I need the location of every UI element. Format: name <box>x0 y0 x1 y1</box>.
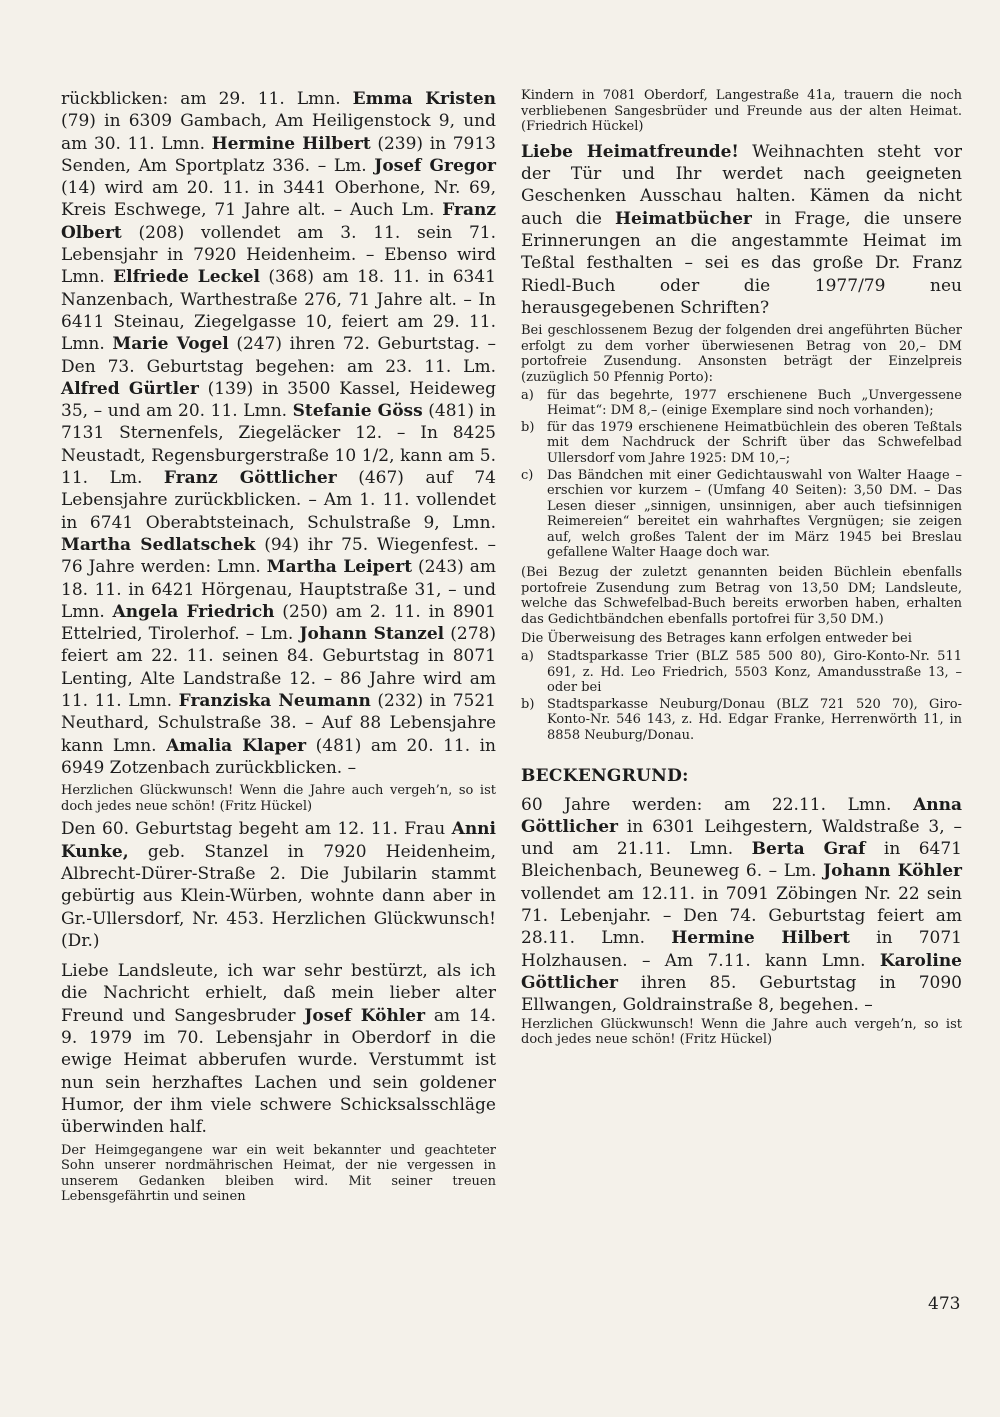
bold-name: Emma Kristen <box>352 89 496 109</box>
text-run: (79) in 6309 Gambach, Am Heiligenstock 9, und am 30. 11. Lmn. <box>61 111 496 154</box>
bank-account-list <box>521 649 962 744</box>
list-item-marker: b) <box>521 419 535 435</box>
section-heading-beckengrund: BECKENGRUND: <box>521 765 689 786</box>
list-item-text: Stadtsparkasse Trier (BLZ 585 500 80), Giro-Konto-Nr. 511 691, z. Hd. Leo Friedrich, 5503 Konz, Amandusstraße 13, – oder bei <box>547 649 962 696</box>
text-run: (208) vollendet am 3. 11. sein 71. Lebensjahr in 7920 Heidenheim. – Ebenso wird Lmn. <box>61 222 496 288</box>
left-column <box>61 88 496 1205</box>
bold-name: Johann Stanzel <box>299 624 445 645</box>
bold-name: Alfred Gürtler <box>61 378 199 399</box>
text-run: in 6471 Bleichenbach, Beuneweg 6. – Lm. <box>521 839 962 882</box>
text-run: vollendet am 12.11. in 7091 Zöbingen Nr. 22 sein 71. Lebenjahr. – Den 74. Geburtstag feiert am 28.11. Lmn. <box>521 883 962 949</box>
text-run: (239) in 7913 Senden, Am Sportplatz 336. – Lm. <box>61 133 496 176</box>
text-run: (139) in 3500 Kassel, Heideweg 35, – und am 20. 11. Lmn. <box>61 378 496 422</box>
book-price-list <box>521 388 962 562</box>
text-run: (278) feiert am 22. 11. seinen 84. Geburtstag in 8071 Lenting, Alte Landstraße 12. – 86 Jahre wird am 11. 11. Lmn. <box>61 624 496 712</box>
bold-name: Amalia Klaper <box>166 735 307 756</box>
text-run: (467) auf 74 Lebensjahre zurückblicken. – Am 1. 11. vollendet in 6741 Oberabtsteinach, Schulstraße 9, Lmn. <box>61 468 497 533</box>
text-run: geb. Stanzel in 7920 Heidenheim, Albrecht-Dürer-Straße 2. Die Jubilarin stammt gebürtig aus Klein-Würben, wohnte dann aber in Gr.-Ullersdorf, Nr. 453. Herzlichen Glückwunsch! (Dr.) <box>61 841 496 951</box>
text-run: in 6301 Leihgestern, Waldstraße 3, – und am 21.11. Lmn. <box>521 816 962 860</box>
bold-name: Martha Leipert <box>266 557 413 578</box>
bold-name: Elfriede Leckel <box>113 267 260 288</box>
beckengrund-congratulation: Herzlichen Glückwunsch! Wenn die Jahre auch vergeh’n, so ist doch jedes neue schön! (Fritz Hückel) <box>521 1016 962 1048</box>
text-run: (243) am 18. 11. in 6421 Hörgenau, Hauptstraße 31, – und Lmn. <box>61 557 497 622</box>
text-run: (481) in 7131 Sternenfels, Ziegeläcker 12. – In 8425 Neustadt, Regensburgerstraße 10 1/2, kann am 5. 11. Lm. <box>61 401 496 489</box>
bold-name: Heimatbücher <box>614 208 752 229</box>
bold-name: Josef Gregor <box>374 155 496 176</box>
text-run: (247) ihren 72. Geburtstag. – Den 73. Geburtstag begehen: am 23. 11. Lm. <box>61 334 496 377</box>
right-column <box>521 88 962 1048</box>
text-run: rückblicken: am 29. 11. Lmn. <box>61 89 353 109</box>
list-item-marker: a) <box>521 387 534 403</box>
text-run: (94) ihr 75. Wiegenfest. – 76 Jahre werden: Lmn. <box>61 534 497 578</box>
text-run: (232) in 7521 Neuthard, Schulstraße 38. – Auf 88 Lebensjahre kann Lmn. <box>61 691 497 756</box>
bold-name: Josef Köhler <box>304 1005 426 1026</box>
heimatfreunde-paragraph <box>521 141 962 319</box>
bold-name: Franziska Neumann <box>178 691 371 712</box>
text-run: am 14. 9. 1979 im 70. Lebensjahr in Oberdorf in die ewige Heimat abberufen wurde. Verstummt ist nun sein herzhaftes Lachen und sein goldener Humor, der ihm viele schwere Schicksalsschläge überwinden half. <box>61 1005 496 1138</box>
list-item <box>521 388 962 419</box>
bold-name: Hermine Hilbert <box>671 928 850 949</box>
bold-name: Liebe Heimatfreunde! <box>521 141 739 162</box>
bold-name: Anna Göttlicher <box>521 794 962 837</box>
list-item <box>521 468 962 562</box>
list-item-text: für das begehrte, 1977 erschienene Buch „Unvergessene Heimat“: DM 8,– (einige Exemplare sind noch vorhanden); <box>547 387 962 419</box>
list-item-marker: c) <box>521 467 534 483</box>
anni-kunke-paragraph <box>61 818 496 952</box>
book-offer-intro: Bei geschlossenem Bezug der folgenden drei angeführten Bücher erfolgt zu dem vorher überwiesenen Betrag von 20,– DM portofreie Zusendung. Ansonsten beträgt der Einzelpreis (zuzüglich 50 Pfennig Porto): <box>521 323 962 385</box>
list-item <box>521 420 962 467</box>
bold-name: Berta Graf <box>751 839 866 860</box>
bundle-note: (Bei Bezug der zuletzt genannten beiden Büchlein ebenfalls portofreie Zusendung zum Betrag von 13,50 DM; Landsleute, welche das Schwefelbad-Buch bereits erworben haben, erhalten das Gedichtbändchen ebenfalls portofrei für 3,50 DM.) <box>521 565 962 627</box>
list-item-text: für das 1979 erschienene Heimatbüchlein des oberen Teßtals mit dem Nachdruck der Schrift über das Schwefelbad Ullersdorf vom Jahre 1925: DM 10,–; <box>547 419 962 466</box>
list-item-text: Stadtsparkasse Neuburg/Donau (BLZ 721 520 70), Giro-Konto-Nr. 546 143, z. Hd. Edgar Franke, Herrenwörth 11, in 8858 Neuburg/Donau. <box>547 696 962 743</box>
list-item-text: Das Bändchen mit einer Gedichtauswahl von Walter Haage – erschien vor kurzem – (Umfang 40 Seiten): 3,50 DM. – Das Lesen dieser „sinnigen, unsinnigen, aber auch tiefsinnigen Reimereien“ bereitet ein wahrhaftes Vergnügen; sie zeigen auf, welch großes Talent der im März 1945 bei Breslau gefallene Walter Haage doch war. <box>547 467 962 561</box>
page-number: 473 <box>928 1294 961 1314</box>
text-run: Liebe Landsleute, ich war sehr bestürzt, als ich die Nachricht erhielt, daß mein lieber alter Freund und Sangesbruder <box>61 961 496 1026</box>
bold-name: Hermine Hilbert <box>211 133 371 154</box>
text-run: in 7071 Holzhausen. – Am 7.11. kann Lmn. <box>521 928 962 971</box>
bold-name: Stefanie Göss <box>292 401 423 422</box>
obituary-paragraph <box>61 960 496 1138</box>
text-run: (14) wird am 20. 11. in 3441 Oberhone, Nr. 69, Kreis Eschwege, 71 Jahre alt. – Auch Lm. <box>61 178 496 221</box>
bold-name: Franz Göttlicher <box>163 468 337 489</box>
text-run: (368) am 18. 11. in 6341 Nanzenbach, Warthestraße 276, 71 Jahre alt. – In 6411 Steinau, Ziegelgasse 10, feiert am 29. 11. Lmn. <box>61 267 496 355</box>
text-run: ihren 85. Geburtstag in 7090 Ellwangen, Goldrainstraße 8, begehen. – <box>521 972 962 1016</box>
list-item-marker: a) <box>521 649 534 665</box>
birthday-list-paragraph <box>61 88 496 779</box>
bold-name: Marie Vogel <box>112 334 229 355</box>
congratulation-note: Herzlichen Glückwunsch! Wenn die Jahre auch vergeh’n, so ist doch jedes neue schön! (Fritz Hückel) <box>61 783 496 814</box>
payment-intro: Die Überweisung des Betrages kann erfolgen entweder bei <box>521 631 912 647</box>
text-run: 60 Jahre werden: am 22.11. Lmn. <box>521 794 914 815</box>
list-item <box>521 697 962 744</box>
bold-name: Martha Sedlatschek <box>61 534 256 555</box>
bold-name: Franz Olbert <box>61 200 496 243</box>
text-run: in Frage, die unsere Erinnerungen an die angestammte Heimat im Teßtal festhalten – sei es das große Dr. Franz Riedl-Buch oder die 1977/79 neu herausgegebenen Schriften? <box>521 208 962 318</box>
text-run: Weihnachten steht vor der Tür und Ihr werdet nach geeigneten Geschenken Ausschau halten. Kämen da nicht auch die <box>521 141 962 229</box>
list-item <box>521 649 962 696</box>
bold-name: Anni Kunke, <box>61 819 496 862</box>
list-item-marker: b) <box>521 696 535 712</box>
bold-name: Johann Köhler <box>823 861 963 882</box>
text-run: (481) am 20. 11. in 6949 Zotzenbach zurückblicken. – <box>61 735 496 778</box>
obituary-continuation: Der Heimgegangene war ein weit bekannter und geachteter Sohn unserer nordmährischen Heimat, der nie vergessen in unserem Gedanken bleiben wird. Mit seiner treuen Lebensgefährtin und seinen <box>61 1142 496 1205</box>
beckengrund-birthdays <box>521 794 962 1017</box>
bold-name: Karoline Göttlicher <box>521 950 962 993</box>
bold-name: Angela Friedrich <box>112 601 275 622</box>
text-run: (250) am 2. 11. in 8901 Ettelried, Tirolerhof. – Lm. <box>61 601 496 645</box>
text-run: Den 60. Geburtstag begeht am 12. 11. Frau <box>61 819 452 840</box>
obituary-end: Kindern in 7081 Oberdorf, Langestraße 41a, trauern die noch verbliebenen Sangesbrüder und Freunde aus der alten Heimat. (Friedrich Hückel) <box>521 88 962 135</box>
